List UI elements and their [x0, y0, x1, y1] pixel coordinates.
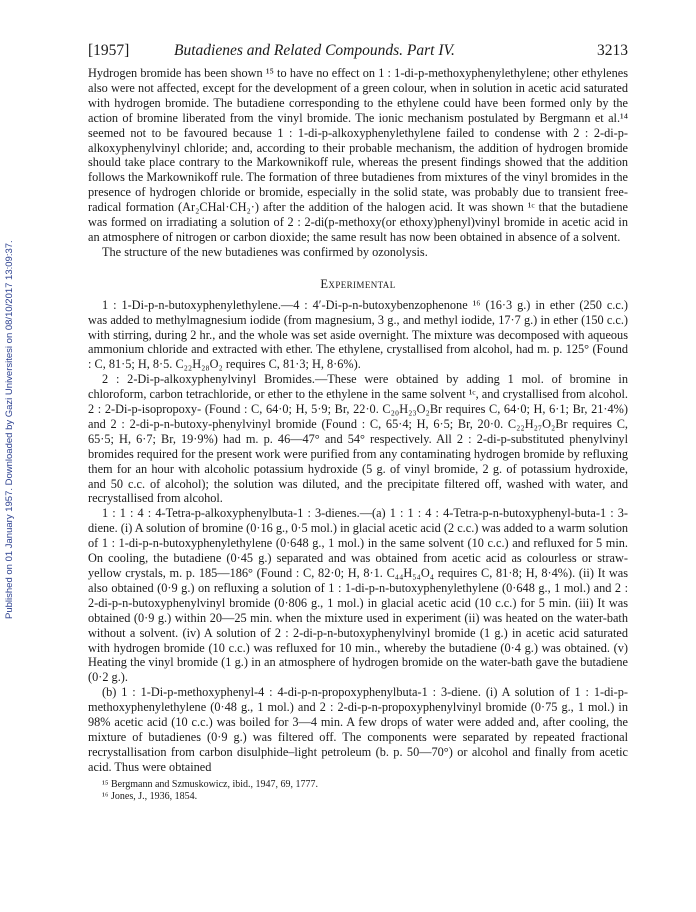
experimental-paragraph-3: 1 : 1 : 4 : 4-Tetra-p-alkoxyphenylbuta-1 : 3-dienes.—(a) 1 : 1 : 4 : 4-Tetra-p-n-butoxyphenyl-buta-1 : 3-diene. (i) A solution of bromine (0·16 g., 0·5 mol.) in glacial acetic acid (2 c.c.) was added to a warm solution of 1 : 1-di-p-n-butoxyphenylethylene (0·648 g., 1 mol.) in the same solvent (10 c.c.) and refluxed for 5 min. On cooling, the butadiene (0·45 g.) separated and was obtained from acetic acid as colourless or straw-yellow crystals, m. p. 185—186° (Found : C, 82·0; H, 8·1. C₄₄H₅₄O₄ requires C, 81·8; H, 8·4%). (ii) It was also obtained (0·9 g.) on refluxing a solution of 1 : 1-di-p-n-butoxyphenylethylene (0·648 g., 1 mol.) and 2 : 2-di-p-n-butoxyphenylvinyl bromide (0·806 g., 1 mol.) in glacial acetic acid (10 c.c.) for 5 min. (iii) It was obtained (0·9 g.) within 20—25 min. when the mixture used in experiment (ii) was heated on the water-bath without a solvent. (iv) A solution of 2 : 2-di-p-n-butoxyphenylvinyl bromide (1 g.) in acetic acid saturated with hydrogen bromide (10 c.c.) was refluxed for 10 min., whereby the butadiene (0·4 g.) was obtained. (v) Heating the vinyl bromide (1 g.) in an atmosphere of hydrogen bromide on the water-bath gave the butadiene (0·2 g.). — [88, 506, 628, 685]
running-header — [88, 42, 628, 64]
intro-paragraph-1: Hydrogen bromide has been shown ¹⁵ to have no effect on 1 : 1-di-p-methoxyphenylethylene; other ethylenes also were not affected, except for the development of a green colour, when in solution in acetic acid saturated with hydrogen bromide. The butadiene corresponding to the ethylene could have been formed only by the action of bromine liberated from the vinyl bromide. The ionic mechanism postulated by Bergmann et al.¹⁴ seemed not to be favoured because 1 : 1-di-p-alkoxyphenylethylene failed to condense with 2 : 2-di-p-alkoxyphenylvinyl chloride; and, according to their probable mechanism, the addition of hydrogen bromide should take place contrary to the Markownikoff rule, whereas the present findings showed that the addition follows the Markownikoff rule. The formation of three butadienes from mixtures of the vinyl bromides in the presence of hydrogen chloride or bromide, especially in the solid state, was probably due to transient free-radical formation (Ar₂CHal·CH₂·) after the addition of the halogen acid. It was shown ¹ᶜ that the butadiene was formed on irradiating a solution of 2 : 2-di(p-methoxy(or ethoxy)phenyl)vinyl bromide in acetic acid in an atmosphere of nitrogen or carbon dioxide; the same result has now been obtained in absence of a solvent. — [88, 66, 628, 244]
section-heading-experimental: Experimental — [320, 276, 396, 291]
experimental-paragraph-1: 1 : 1-Di-p-n-butoxyphenylethylene.—4 : 4′-Di-p-n-butoxybenzophenone ¹⁶ (16·3 g.) in ether (250 c.c.) was added to methylmagnesium iodide (from magnesium, 3 g., and methyl iodide, 17·7 g.) in ether (150 c.c.) with stirring, during 2 hr., and the whole was set aside overnight. The mixture was decomposed with aqueous ammonium chloride and extracted with ether. The ethylene, crystallised from alcohol, had m. p. 125° (Found : C, 81·5; H, 8·5. C₂₂H₂₈O₂ requires C, 81·3; H, 8·6%). — [88, 297, 628, 372]
download-watermark: Published on 01 January 1957. Downloaded by Gazi Universitesi on 08/10/2017 13:09:37. — [4, 240, 15, 620]
intro-paragraph-2: The structure of the new butadienes was confirmed by ozonolysis. — [102, 244, 428, 259]
header-title: Butadienes and Related Compounds. Part IV. — [174, 42, 455, 59]
footnotes — [88, 779, 628, 803]
experimental-paragraph-4: (b) 1 : 1-Di-p-methoxyphenyl-4 : 4-di-p-n-propoxyphenylbuta-1 : 3-diene. (i) A solution of 1 : 1-di-p-methoxyphenylethylene (0·48 g., 1 mol.) and 2 : 2-di-p-n-propoxyphenylvinyl bromide (0·75 g., 1 mol.) in 98% acetic acid (10 c.c.) was boiled for 3—4 min. A few drops of water were added and, after cooling, the mixture of butadienes (0·9 g.) was filtered off. The components were separated by repeated fractional recrystallisation from carbon disulphide–light petroleum (b. p. 50—70°) or alcohol and finally from acetic acid. Thus were obtained — [88, 685, 628, 774]
header-year: [1957] — [88, 42, 130, 59]
footnote-16: ¹⁶ Jones, J., 1936, 1854. — [102, 790, 198, 802]
footnote-15: ¹⁵ Bergmann and Szmuskowicz, ibid., 1947, 69, 1777. — [102, 778, 319, 790]
page-number: 3213 — [597, 42, 628, 59]
article-body — [88, 66, 628, 803]
experimental-paragraph-2: 2 : 2-Di-p-alkoxyphenylvinyl Bromides.—These were obtained by adding 1 mol. of bromine in chloroform, carbon tetrachloride, or ether to the ethylene in the same solvent ¹ᶜ, and crystallised from alcohol. 2 : 2-Di-p-isopropoxy- (Found : C, 64·0; H, 5·9; Br, 22·0. C₂₀H₂₃O₂Br requires C, 64·0; H, 6·1; Br, 21·4%) and 2 : 2-di-p-n-butoxy-phenylvinyl bromide (Found : C, 65·4; H, 6·5; Br, 20·0. C₂₂H₂₇O₂Br requires C, 65·5; H, 6·7; Br, 19·9%) had m. p. 46—47° and 54° respectively. All 2 : 2-di-p-substituted phenylvinyl bromides required for the present work were purified from any contaminating hydrogen bromide by refluxing them for an hour with alcoholic potassium hydroxide (5 g. of vinyl bromide, 2 g. of potassium hydroxide, and 50 c.c. of alcohol); the solution was diluted, and the precipitate filtered off, washed with water, and recrystallised from alcohol. — [88, 372, 628, 506]
